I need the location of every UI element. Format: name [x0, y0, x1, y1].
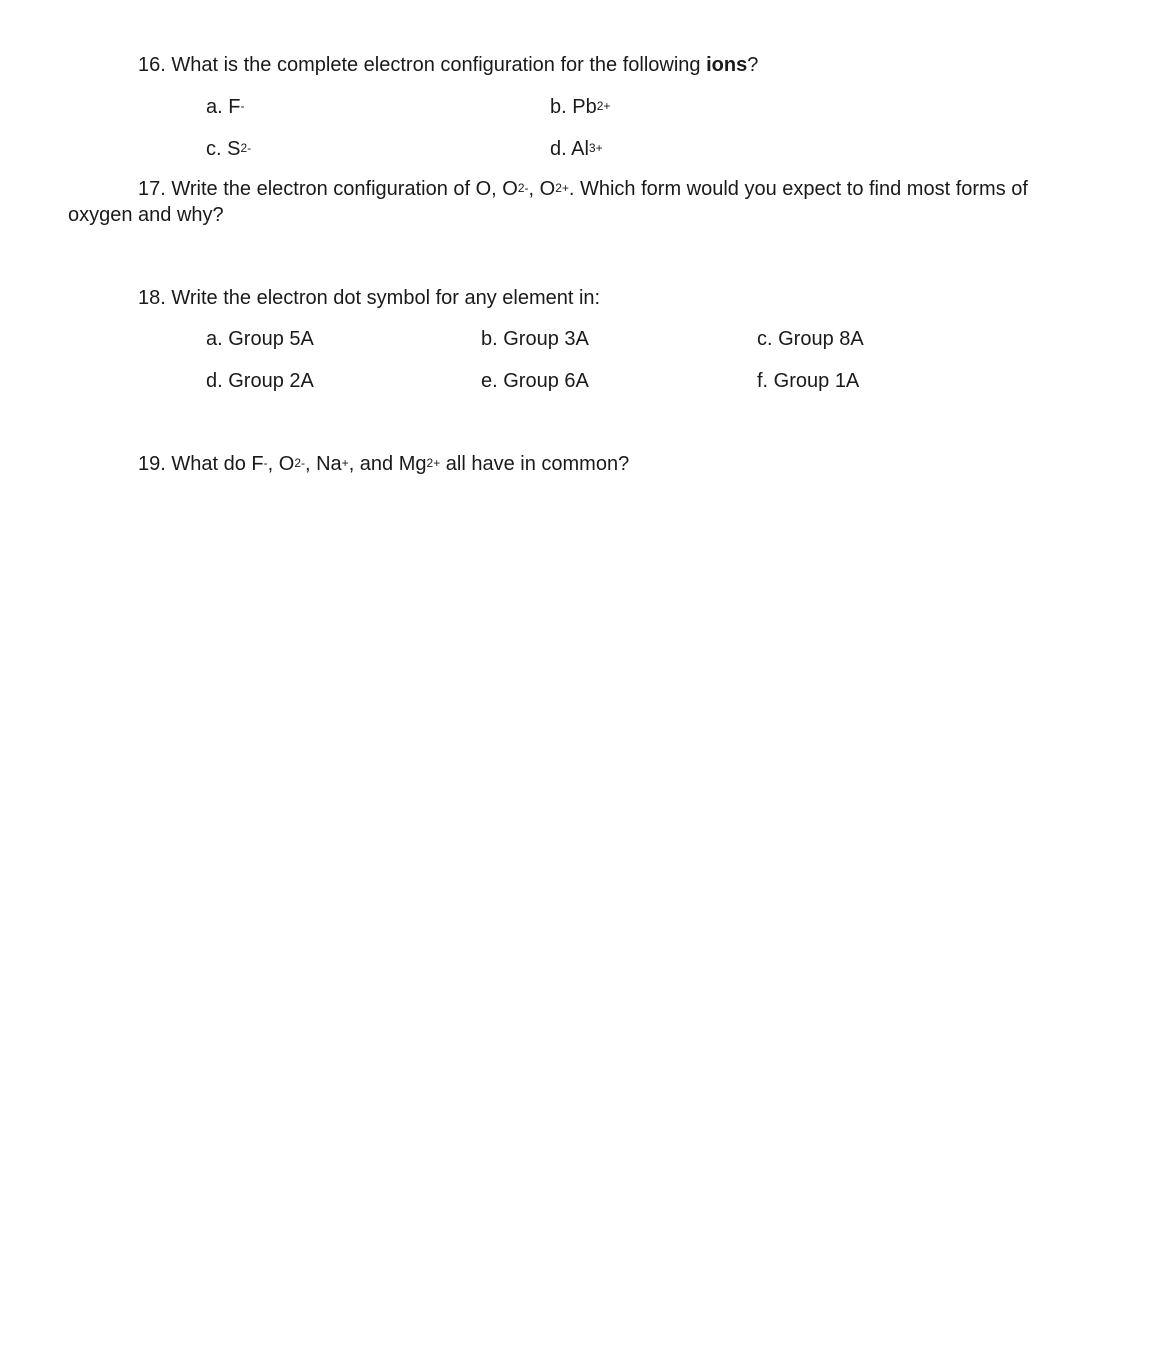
q18-option-d: d. Group 2A	[206, 370, 314, 392]
q18-option-a: a. Group 5A	[206, 328, 314, 350]
question-18	[138, 286, 600, 310]
question-punctuation: ?	[747, 54, 759, 76]
q16-option-c: c. $S^{2-}$	[206, 138, 252, 160]
q18-option-f: f. Group 1A	[757, 370, 860, 392]
q18-option-b: b. Group 3A	[481, 328, 589, 350]
q18-option-e: e. Group 6A	[481, 370, 589, 392]
q16-option-a: a. F-	[206, 96, 245, 118]
question-emphasis: ions	[706, 54, 748, 76]
question-number: 19.	[138, 453, 166, 475]
question-17-line2: oxygen and why?	[68, 204, 224, 226]
question-17-line1: 17. Write the electron configuration of O, $O^{2-}$, $O^{2+}$. Which form would you expect to find most forms of	[138, 178, 1028, 200]
q16-option-b: b. $Pb^{2+}$	[550, 96, 611, 118]
question-19: 19. What do F-, $O^{2-}$, Na+, and $Mg^{2+}$ all have in common?	[138, 453, 630, 475]
question-number: 18.	[138, 287, 166, 309]
q18-option-c: c. Group 8A	[757, 328, 864, 350]
question-text: Write the electron dot symbol for any element in:	[171, 287, 601, 309]
question-number: 16.	[138, 54, 166, 76]
q16-option-d: d. $Al^{3+}$	[550, 138, 603, 160]
question-16	[138, 53, 758, 77]
question-text: What is the complete electron configuration for the following	[171, 54, 707, 76]
question-number: 17.	[138, 178, 166, 200]
